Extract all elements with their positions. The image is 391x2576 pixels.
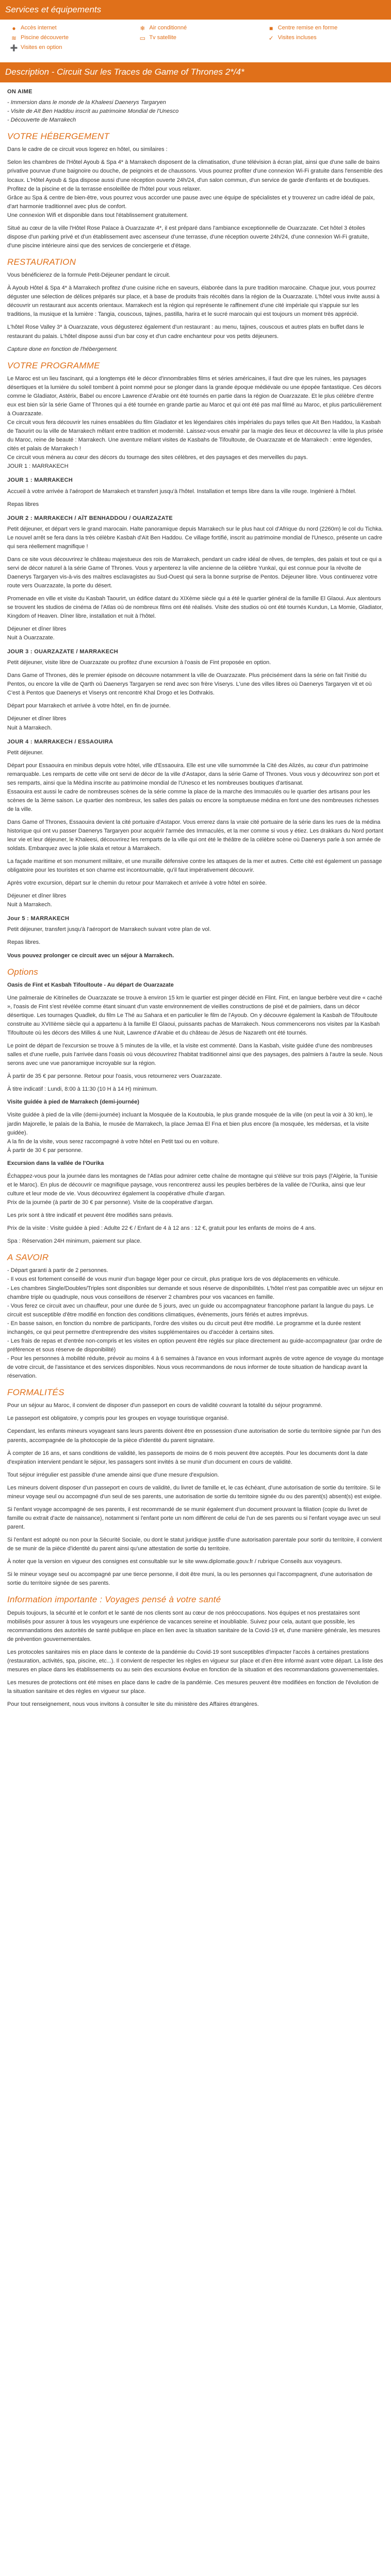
- service-item: [10, 24, 123, 32]
- list-item: - Il vous est fortement conseillé de vous munir d'un bagage léger pour ce circuit, plus pratique lors de vos déplacements en véhicule.: [7, 1276, 340, 1283]
- covid-title: Information importante : Voyages pensé à votre santé: [7, 1595, 221, 1605]
- option-text: À titre indicatif : Lundi, 8:00 à 11:30 (10 H à 14 H) minimum.: [7, 1086, 158, 1093]
- on-aime-list: [7, 98, 384, 125]
- day-text: Dans Game of Thrones, Essaouira devient la cité portuaire d'Astapor. Vous errerez dans la vraie cité portuaire de la série dans les rues de la médina historique qui ont vu passer Daenerys Targaryen pour acquérir l'armée des Immaculés, et la mer comme si vous y étiez. Les drakkars du Nord portant leur vie et leur déjeuner, le Khaleesi, découvrirez les remparts de la ville qui ont été le théâtre de la célèbre scène où Daenerys parle à son armée de soldats. Embarquez avec la jolie skala et retour à Marrakech.: [7, 819, 383, 852]
- options-title: Options: [7, 967, 38, 977]
- day-title: JOUR 4 : MARRAKECH / ESSAOUIRA: [7, 738, 113, 745]
- service-label: Accès internet: [21, 25, 57, 31]
- option-text: Prix de la visite : Visite guidée à pied : Adulte 22 € / Enfant de 4 à 12 ans : 12 €, gratuit pour les enfants de moins de 4 ans.: [7, 1225, 316, 1231]
- formalites-title: FORMALITÉS: [7, 1387, 64, 1398]
- formalites-text: Si l'enfant voyage accompagné de ses parents, il est recommandé de se munir également d'un document prouvant la filiation (copie du livret de famille ou extrait d'acte de naissance), notamment si l'enfant porte un nom différent de celui de l'un de ses parents ou si l'enfant voyage avec un seul parent.: [7, 1506, 381, 1530]
- formalites-text: Pour un séjour au Maroc, il convient de disposer d'un passeport en cours de validité couvrant la totalité du séjour programmé.: [7, 1402, 323, 1409]
- programme-title: VOTRE PROGRAMME: [7, 360, 100, 370]
- day-title: JOUR 2 : MARRAKECH / AÏT BENHADDOU / OUARZAZATE: [7, 515, 173, 521]
- a-savoir-title: A SAVOIR: [7, 1252, 49, 1263]
- restauration-text: À Ayoub Hôtel & Spa 4* à Marrakech profitez d'une cuisine riche en saveurs, élaborée dans la pure tradition marocaine. Chaque jour, vous pourrez déguster une sélection de délices préparés sur place, et à base de produits frais récoltés dans la région de la Ouarzazate. L'hôtel vous invite aussi à découvrir un restaurant aux accents orientaux. Marrakech est la région qui représente le raffinement d'une cité impériale qui s'appuie sur les traditions, la musique et la lumière : Tangia, couscous, tajines, pastilla, harira et le sucré marocain qui est toujours un moment très apprécié.: [7, 285, 380, 318]
- day-text: Dans Game of Thrones, dès le premier épisode on découvre notamment la ville de Ouarzazate. Plus précisément dans la série on fait l'initié du Pentos, ou encore la ville de Qarth où Daenerys Targaryen se rend avec son frère Viserys. L'une des villes libres où Daenerys Targaryen vit et où C'est à Pentos que Daenerys et Viserys ont rencontré Khal Drogo et les Dothrakis.: [7, 672, 372, 697]
- service-label: Tv satellite: [149, 35, 176, 41]
- list-item: - Vous ferez ce circuit avec un chauffeur, pour une durée de 5 jours, avec un guide ou accompagnateur francophone parlant la langue du pays. Le circuit est susceptible d'être modifié en fonction des conditions climatiques, évènements, jours fériés et autres imprévus.: [7, 1302, 374, 1318]
- list-item: - Immersion dans le monde de la Khaleesi Daenerys Targaryen: [7, 99, 166, 106]
- hebergement-title: VOTRE HÉBERGEMENT: [7, 131, 109, 142]
- list-item: - En basse saison, en fonction du nombre de participants, l'ordre des visites ou du circuit peut être modifié. Le programme et la durée restent inchangés, ce qui peut permettre d'entreprendre des visites supplémentaires ou d'accéder à certains sites.: [7, 1320, 361, 1335]
- day-text: Départ pour Essaouira en minibus depuis votre hôtel, ville d'Essaouira. Elle est une ville surnommée la Cité des Alizés, au cœur d'un patrimoine remarquable. Les remparts de cette ville ont servi de décor de la ville d'Astapor, dans la série Game of Thrones. Vous vous y découvrirez son port et ses remparts, ainsi que la Médina inscrite au patrimoine mondial de l'Unesco et les nombreuses boutiques d'artisanat. Essaouira est aussi le cadre de nombreuses scènes de la série comme la place de la marche des Immaculés ou le quartier des artisans pour les scènes de la 3ème saison. Le quartier des nombreux, les salles des palais ou encore la somptueuse médina en font une des nombreuses richesses de la ville.: [7, 762, 380, 812]
- list-item: - Pour les personnes à mobilité réduite, prévoir au moins 4 à 6 semaines à l'avance en vous informant auprès de votre agence de voyage du montage de votre circuit, de l'assistance et des services disponibles. Nous vous recommandons de nous informer de toute situation de handicap avant la réservation.: [7, 1355, 384, 1379]
- formalites-text: Les mineurs doivent disposer d'un passeport en cours de validité, du livret de famille et, le cas échéant, d'une autorisation de sortie du territoire. Si le mineur voyage seul ou accompagné d'un seul de ses parents, une autorisation de sortie du territoire signée du ou des parent(s) absent(s) est exigée.: [7, 1484, 382, 1500]
- services-list: [0, 20, 391, 57]
- option-text: Le point de départ de l'excursion se trouve à 5 minutes de la ville, et la visite est commenté. Dans la Kasbah, visite guidée d'une des nombreuses salles et d'une ruelle, puis l'arrivée dans l'oasis où vous découvrirez l'habitat traditionnel ainsi que des paysages, des palmiers à l'autre la seule. Nous serons avec une vue panoramique incroyable sur la région.: [7, 1043, 383, 1067]
- option-text: Une palmeraie de Kitrinelles de Ouarzazate se trouve à environ 15 km le quartier est pinger décidé en Flint. Fint, en langue berbère veut dire « caché », l'oasis de Fint s'est révélée comme étant sinuant d'un vaste environnement de vieilles constructions de pisé et de palmiers, dans un décor désertique. Les tournages Quadlek, du film Le Thé au Sahara et en particulier le film de l'Ayoub. On y découvre également la Kasbah de Tifoultoute construite au XVIIIème siècle qui a appartenu à la famille El Glaoui, puissants pachas de Marrakech. Nous commencerons nos visites par la Kasbah Tifoultoute où les décors des Milles & une Nuit, Lawrence d'Arabie et du château de Jésus de Nazareth ont été tournés.: [7, 994, 383, 1037]
- day-text: Dans ce site vous découvrirez le château majestueux des rois de Marrakech, pendant un cadre idéal de rêves, de temples, des palais et tout ce qui a servi de décor naturel à la série Game of Thrones. Vous y arpenterez la ville ancienne de la célèbre Yunkaï, qui est connue pour la révolte de Daenerys Targaryen vis-à-vis des maîtres esclavagistes au Sud-Ouest qui sera la bonne surprise de Pentos. Déjeuner libre. Vous continuerez votre route vers Ouarzazate, la porte du désert.: [7, 556, 382, 589]
- day-title: JOUR 3 : OUARZAZATE / MARRAKECH: [7, 649, 119, 655]
- list-item: - Les chambres Single/Doubles/Triples sont disponibles sur demande et sous réserve de disponibilités. L'hôtel n'est pas compatible avec un séjour en chambre triple ou quadruple, nous vous conseillons de réserver 2 chambres pour vos vacances en famille.: [7, 1285, 383, 1300]
- day-text: Repas libres: [7, 501, 39, 507]
- day-text: Petit déjeuner, et départ vers le grand marocain. Halte panoramique depuis Marrakech sur le plus haut col d'Afrique du nord (2260m) le col du Tichka. Le nouvel arrêt se fera dans la très célèbre Kasbah d'Aït Ben Haddou. Ce village fortifié, inscrit au patrimoine mondial de l'Unesco, présente un cadre qui sera réellement magnifique !: [7, 526, 383, 550]
- formalites-text: Si l'enfant est adopté ou non pour la Sécurité Sociale, ou dont le statut juridique justifie d'une autorisation parentale pour sortir du territoire, il convient de se munir de la pièce d'identité du parent ainsi qu'une attestation de sortie du territoire.: [7, 1536, 382, 1552]
- day-text: Repas libres.: [7, 939, 41, 946]
- a-savoir-list: [7, 1266, 384, 1381]
- services-header: Services et équipements: [0, 0, 391, 20]
- formalites-text: À compter de 16 ans, et sans conditions de validité, les passeports de moins de 6 mois peuvent être acceptés. Pour les documents dont la date d'expiration intervient pendant le séjour, les passagers sont invités à se munir d'un document en cours de validité.: [7, 1450, 368, 1465]
- option-name: Oasis de Fint et Kasbah Tifoultoute - Au départ de Ouarzazate: [7, 981, 174, 988]
- formalites-text: Tout séjour irrégulier est passible d'une amende ainsi que d'une mesure d'expulsion.: [7, 1471, 219, 1478]
- covid-text: Pour tout renseignement, nous vous invitons à consulter le site du ministère des Affaires étrangères.: [7, 1701, 259, 1707]
- restauration-title: RESTAURATION: [7, 257, 76, 267]
- day-text: Déjeuner et dîner libres Nuit à Marrakech.: [7, 893, 67, 908]
- dumbbell-icon: ■: [269, 24, 273, 32]
- day-text: Petit déjeuner.: [7, 749, 44, 756]
- formalites-text: Cependant, les enfants mineurs voyageant sans leurs parents doivent être en possession d'une autorisation de sortie du territoire signée par l'un des parents, accompagnée de la photocopie de la pièce d'identité du parent signataire.: [7, 1428, 381, 1444]
- hebergement-text: Dans le cadre de ce circuit vous logerez en hôtel, ou similaires :: [7, 146, 168, 153]
- option-text: Les prix sont à titre indicatif et peuvent être modifiés sans préavis.: [7, 1212, 173, 1218]
- formalites-text: Si le mineur voyage seul ou accompagné par une tierce personne, il doit être muni, la ou les personnes qui l'accompagnent, d'une autorisation de sortie du territoire signée de ses parents.: [7, 1571, 373, 1587]
- on-aime-title: ON AIME: [7, 88, 32, 95]
- option-text: À partir de 35 € par personne. Retour pour l'oasis, vous retournerez vers Ouarzazate.: [7, 1073, 222, 1080]
- programme-intro: Le Maroc est un lieu fascinant, qui a longtemps été le décor d'innombrables films et séries américaines, il faut dire que les ruines, les paysages désertiques et la lumière du soleil tombent à point nommé pour se plonger dans la grande époque médiévale ou une épopée fantastique. Ces décors comme le Gladiator, Astérix, Babel ou encore Lawrence d'Arabie ont été tournés en partie dans la région de Ouarzazate. Et le plus célèbre d'entre eux est bien sûr la série Game of Thrones qui a été tournée en grande partie au Maroc et qui ont été pas mal filmé au Maroc, et plus particulièrement à Ouarzazate. Ce circuit vous fera découvrir les ruines ensablées du film Gladiator et les légendaires cités impériales du pays telles que Aït Ben Haddou, la Kasbah de Taourirt ou la ville de Marrakech mêlant entre tradition et modernité. Laissez-vous envahir par la magie des lieux et découvrez la ville la plus prisée du Maroc, reine de beauté : Marrakech. Une aventure mêlant visites de Kasbahs de Tifoultoute, de Ouarzazate et de Marrakech : entre légendes, cités et palais de Marrakech ! Ce circuit vous mènera au cœur des décors du tournage des sites célèbres, et des paysages et des merveilles du pays. JOUR 1 : MARRAKECH: [7, 375, 383, 470]
- service-label: Air conditionné: [149, 25, 187, 31]
- option-text: Visite guidée à pied de la ville (demi-journée) incluant la Mosquée de la Koutoubia, le plus grande mosquée de la ville (on peut la voir à 30 km), le jardin Majorelle, le palais de la Bahia, le musée de Marrakech, la place Jemaa El Fna et bien plus encore (la mosquée, les médersas, et la visite guidée). A la fin de la visite, vous serez raccompagné à votre hôtel en Petit taxi ou en voiture. À partir de 30 € par personne.: [7, 1112, 373, 1154]
- tv-icon: ▭: [139, 34, 145, 42]
- description-body: [0, 88, 391, 1709]
- ticket-icon: ✓: [268, 34, 274, 42]
- covid-text: Les mesures de protections ont été mises en place dans le cadre de la pandémie. Ces mesures peuvent être modifiées en fonction de l'évolution de la situation sanitaire et des règles en vigueur sur place.: [7, 1679, 379, 1694]
- day-text: Vous pouvez prolonger ce circuit avec un séjour à Marrakech.: [7, 952, 174, 959]
- covid-text: Les protocoles sanitaires mis en place dans le contexte de la pandémie du Covid-19 sont susceptibles d'impacter l'accès à certaines prestations (restauration, activités, spa, piscine, etc...). Il convient de respecter les règles en vigueur sur place et d'en être informé avant votre départ. La liste des mesures en place dans les établissements ou au sein des excursions évolue en fonction de la situation et des recommandations gouvernementales.: [7, 1649, 383, 1673]
- service-item: [10, 43, 123, 52]
- restauration-text: Capture done en fonction de l'hébergement.: [7, 346, 118, 352]
- option-name: Visite guidée à pied de Marrakech (demi-journée): [7, 1099, 139, 1106]
- day-text: Déjeuner et dîner libres Nuit à Marrakech.: [7, 716, 67, 731]
- list-item: - Découverte de Marrakech: [7, 116, 76, 123]
- list-item: - Les frais de repas et d'entrée non-compris et les visites en option peuvent être réglés sur place directement au guide-accompagnateur (par ordre de préférence et sous réserve de disponibilité): [7, 1337, 382, 1353]
- service-item: [10, 33, 123, 42]
- day-text: Accueil à votre arrivée à l'aéroport de Marrakech et transfert jusqu'à l'hôtel. Installation et temps libre dans la ville rouge. Ingénieré à l'hôtel.: [7, 488, 356, 495]
- option-text: Spa : Réservation 24H minimum, paiement sur place.: [7, 1238, 142, 1245]
- day-text: La façade maritime et son monument militaire, et une muraille défensive contre les attaques de la mer et autres. Cette cité est également un passage obligatoire pour les touristes et son charme est incontournable, qu'il faut impérativement découvrir.: [7, 858, 382, 874]
- restauration-text: L'hôtel Rose Valley 3* à Ouarzazate, vous dégusterez également d'un restaurant : au menu, tajines, couscous et autres plats en buffet dans le restaurant du palais. L'hôtel dispose aussi d'un bar cosy et d'un cadre enchanteur pour vos petits déjeuners.: [7, 324, 364, 340]
- service-label: Visites en option: [21, 44, 62, 51]
- snowflake-icon: ❄: [140, 24, 145, 32]
- hebergement-text: Selon les chambres de l'Hôtel Ayoub & Spa 4* à Marrakech disposent de la climatisation, d'une télévision à écran plat, ainsi que d'une salle de bains privative pourvue d'une baignoire ou douche, de peignoirs et de chaussons. Vous pourrez profiter d'une connexion Wi-Fi gratuite dans l'ensemble des locaux. L'Hôtel Ayoub & Spa dispose aussi d'une réception ouverte 24h/24, d'un salon commun, d'un service de garde d'enfants et de boutiques. Profitez de la piscine et de la terrasse ensoleillée de l'hôtel pour vous relaxer. Grâce au Spa & centre de bien-être, vous pourrez vous accorder une pause avec une équipe de spécialistes et y trouverez un cadre idéal de paix, d'art harmonie traditionnel avec plus de confort. Une connexion Wifi et disponible dans tout l'établissement gratuitement.: [7, 159, 383, 218]
- hebergement-text: Situé au cœur de la ville l'Hôtel Rose Palace à Ouarzazate 4*, il est préparé dans l'ambiance exceptionnelle de Ouarzazate. Cet hôtel 3 étoiles dispose d'un parking privé et d'un établissement avec ascenseur d'une terrasse, d'une réception ouverte 24h/24, d'une connexion Wi-Fi gratuite, d'une piscine intérieure ainsi que des services de conciergerie et d'étage.: [7, 225, 369, 249]
- service-label: Centre remise en forme: [278, 25, 338, 31]
- plus-icon: ➕: [10, 44, 18, 52]
- formalites-text: À noter que la version en vigueur des consignes est consultable sur le site www.diplomatie.gouv.fr / rubrique Conseils aux voyageurs.: [7, 1558, 343, 1565]
- day-text: Départ pour Marrakech et arrivée à votre hôtel, en fin de journée.: [7, 703, 171, 709]
- service-item: [139, 33, 252, 42]
- day-text: Promenade en ville et visite du Kasbah Taourirt, un édifice datant du XIXème siècle qui a été le quartier général de la famille El Glaoui. Aux alentours se trouvent les studios de cinéma de l'Atlas où de nombreux films ont été réalisés. Visite des studios où ont été tournés Kundun, La Momie, Gladiator, Kingdom of Heaven. Dîner libre, installation et nuit à l'hôtel.: [7, 595, 383, 620]
- option-name: Excursion dans la vallée de l'Ourika: [7, 1160, 104, 1166]
- day-text: Petit déjeuner, transfert jusqu'à l'aéroport de Marrakech suivant votre plan de vol.: [7, 926, 211, 933]
- covid-text: Depuis toujours, la sécurité et le confort et le santé de nos clients sont au cœur de nos préoccupations. Nos équipes et nos prestataires sont mobilisés pour assurer à tous les voyageurs une expérience de vacances sereine et inoubliable. Suivez pour cela, autant que possible, les recommandations des autorités de santé publique en place en lien avec la situation sanitaire de la Covid-19 et, d'une manière générale, les mesures de prévention gouvernementales.: [7, 1609, 381, 1642]
- service-item: [268, 24, 381, 32]
- list-item: - Visite de Aït Ben Haddou inscrit au patrimoine Mondial de l'Unesco: [7, 108, 179, 114]
- day-text: Petit déjeuner, visite libre de Ouarzazate ou profitez d'une excursion à l'oasis de Fint proposée en option.: [7, 659, 271, 666]
- service-label: Visites incluses: [278, 35, 317, 41]
- day-text: Déjeuner et dîner libres Nuit à Ouarzazate.: [7, 626, 67, 641]
- restauration-text: Vous bénéficierez de la formule Petit-Déjeuner pendant le circuit.: [7, 272, 171, 279]
- service-item: [139, 24, 252, 32]
- description-header: Description - Circuit Sur les Traces de Game of Thrones 2*/4*: [0, 62, 391, 82]
- wifi-icon: ●: [12, 24, 16, 32]
- day-title: JOUR 1 : MARRAKECH: [7, 477, 73, 484]
- day-text: Après votre excursion, départ sur le chemin du retour pour Marrakech et arrivée à votre hôtel en soirée.: [7, 880, 267, 887]
- service-item: [268, 33, 381, 42]
- option-text: Échappez-vous pour la journée dans les montagnes de l'Atlas pour admirer cette chaîne de montagne qui s'élève sur trois pays (l'Algérie, la Tunisie et le Maroc). En plus de découvrir ce magnifique paysage, vous rencontrerez aussi les peuples berbères de la vallée de l'Ourika, ainsi que leur culture et leur mode de vie. Vous découvrirez également la coopérative d'huile d'argan. Prix de la journée (à partir de 30 € par personne). Visite de la coopérative d'argan.: [7, 1173, 378, 1206]
- list-item: - Départ garanti à partir de 2 personnes.: [7, 1267, 108, 1274]
- service-label: Piscine découverte: [21, 35, 69, 41]
- day-title: Jour 5 : MARRAKECH: [7, 916, 70, 922]
- formalites-text: Le passeport est obligatoire, y compris pour les groupes en voyage touristique organisé.: [7, 1415, 229, 1422]
- pool-icon: ≋: [11, 34, 17, 42]
